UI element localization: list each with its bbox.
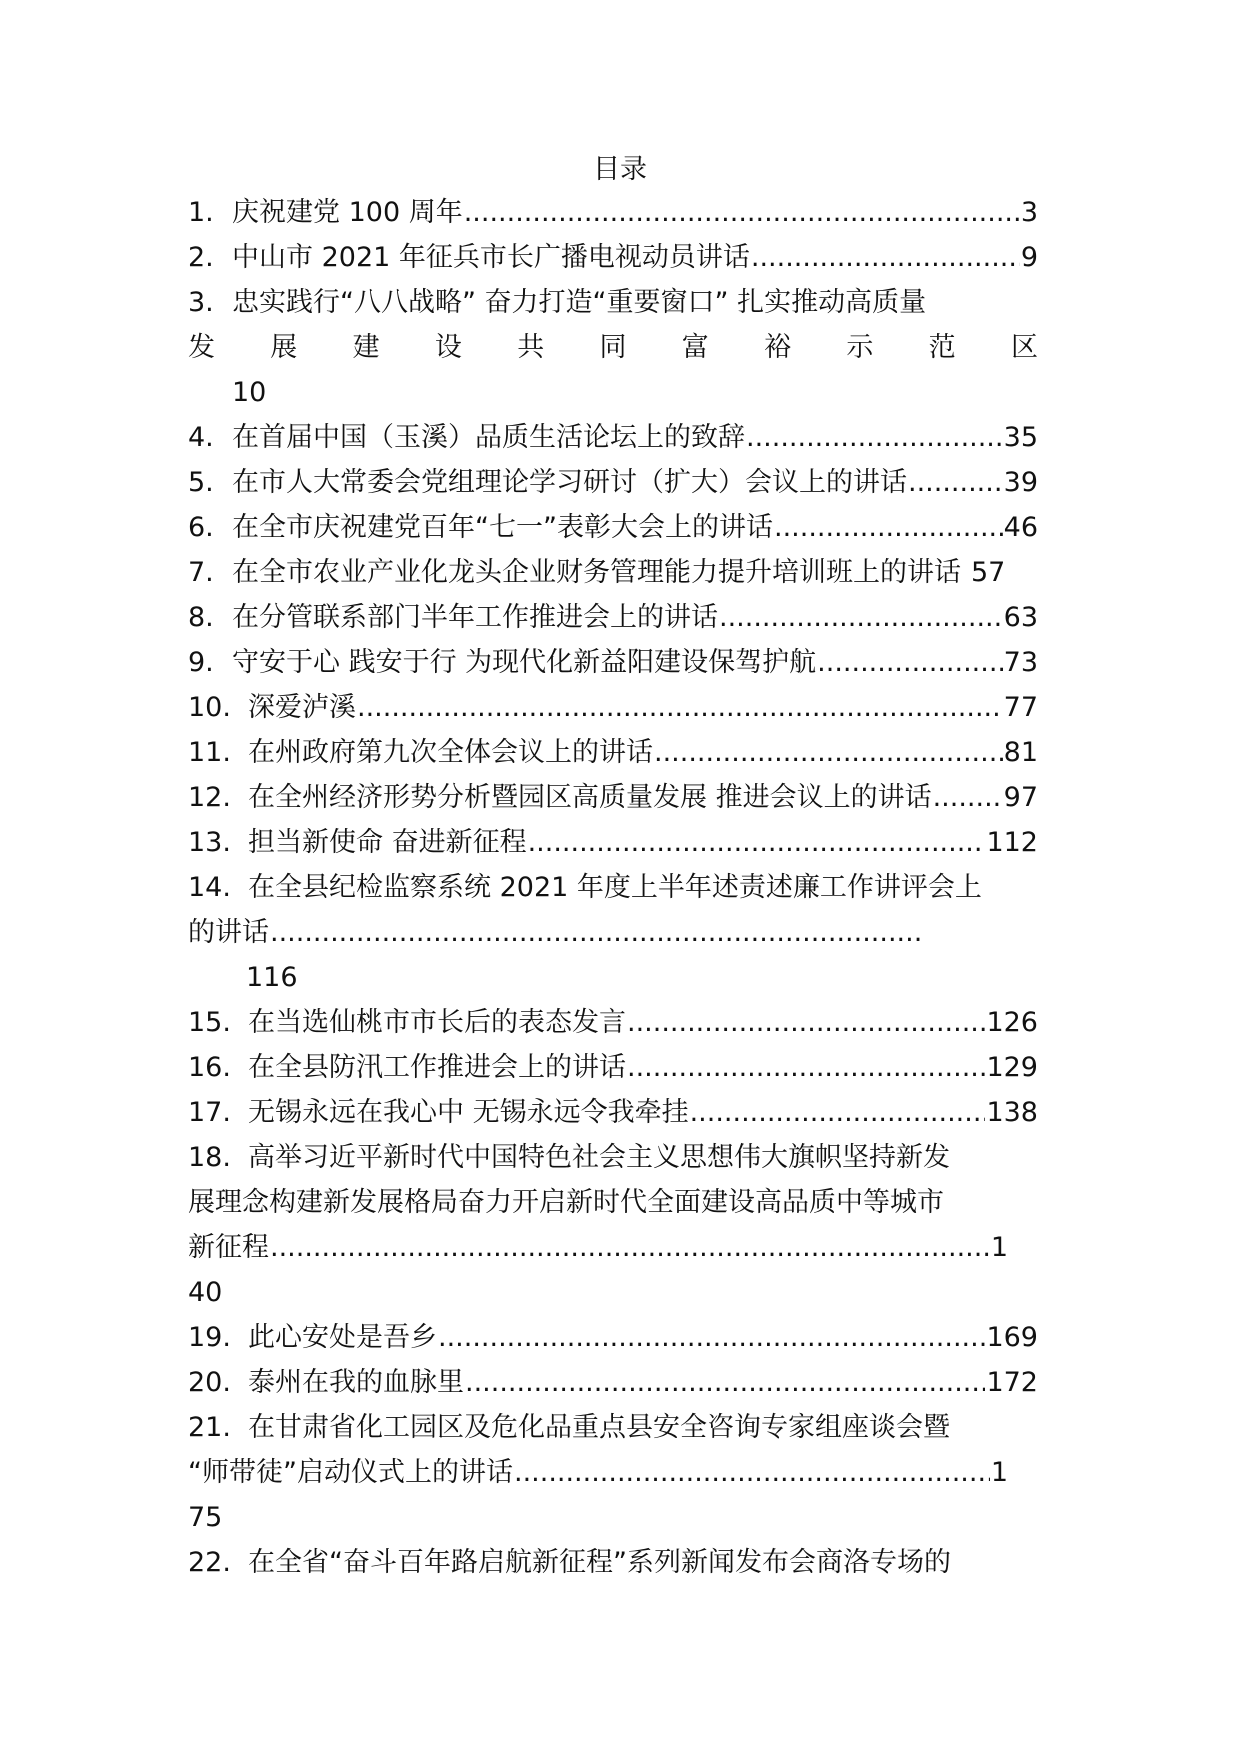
entry-page: 97 [1003,782,1038,813]
toc-entry-15[interactable] [188,1000,1038,1045]
dot-leader [774,505,1003,550]
entry-title: 守安于心 践安于行 为现代化新益阳建设保驾护航 [232,647,817,678]
entry-number: 7. [188,557,214,588]
dot-leader [751,235,1020,280]
entry-number: 10. [188,692,231,723]
entry-page: 63 [1003,602,1038,633]
entry-title-line1: 在全县纪检监察系统 2021 年度上半年述责述廉工作讲评会上 [248,872,982,903]
entry-page-part1: 1 [990,1232,1008,1263]
entry-page: 10 [232,377,267,408]
entry-title: 在全市庆祝建党百年“七一”表彰大会上的讲话 [232,512,773,543]
toc-entry-14[interactable] [188,865,1038,1000]
title-char: 发 [188,332,215,363]
toc-entry-6[interactable] [188,505,1038,550]
entry-title: 在当选仙桃市市长后的表态发言 [248,1007,626,1038]
entry-title: 在分管联系部门半年工作推进会上的讲话 [232,602,718,633]
dot-leader [719,595,1003,640]
title-char: 设 [434,332,462,363]
dot-leader [627,1000,985,1045]
entry-title: 担当新使命 奋进新征程 [248,827,527,858]
title-char: 区 [1010,332,1038,363]
dot-leader [746,415,1003,460]
entry-number: 16. [188,1052,231,1083]
title-char: 展 [270,332,298,363]
dot-leader [654,730,1003,775]
title-char: 裕 [764,332,792,363]
entry-title: 泰州在我的血脉里 [248,1367,464,1398]
entry-number: 13. [188,827,231,858]
toc-entry-8[interactable] [188,595,1038,640]
toc-entry-10[interactable] [188,685,1038,730]
entry-page: 138 [986,1097,1038,1128]
entry-title-line2: “师带徒”启动仪式上的讲话 [188,1457,513,1488]
entry-page: 57 [971,557,1006,588]
toc-entry-18[interactable] [188,1135,1038,1315]
entry-number: 8. [188,602,214,633]
toc-entry-11[interactable] [188,730,1038,775]
entry-title-line2 [188,325,1038,370]
entry-number: 22. [188,1547,231,1578]
entry-number: 6. [188,512,214,543]
entry-number: 9. [188,647,214,678]
toc-entry-2[interactable] [188,235,1038,280]
entry-page: 35 [1003,422,1038,453]
title-char: 范 [928,332,956,363]
title-char: 共 [517,332,545,363]
toc-entry-17[interactable] [188,1090,1038,1135]
toc-entry-4[interactable] [188,415,1038,460]
table-of-contents [188,190,1038,1585]
toc-entry-19[interactable] [188,1315,1038,1360]
dot-leader [817,640,1002,685]
toc-entry-21[interactable] [188,1405,1038,1540]
toc-entry-16[interactable] [188,1045,1038,1090]
title-char: 同 [599,332,627,363]
entry-title-line1: 在甘肃省化工园区及危化品重点县安全咨询专家组座谈会暨 [248,1412,950,1443]
toc-entry-20[interactable] [188,1360,1038,1405]
entry-title: 此心安处是吾乡 [248,1322,437,1353]
dot-leader [690,1090,986,1135]
toc-entry-1[interactable] [188,190,1038,235]
entry-number: 14. [188,872,231,903]
entry-page: 9 [1020,242,1038,273]
entry-page: 3 [1020,197,1038,228]
entry-title-line1: 高举习近平新时代中国特色社会主义思想伟大旗帜坚持新发 [248,1142,950,1173]
toc-entry-22[interactable] [188,1540,1038,1585]
toc-entry-13[interactable] [188,820,1038,865]
dot-leader [465,1360,985,1405]
dot-leader [438,1315,985,1360]
entry-page: 81 [1003,737,1038,768]
entry-title: 深爱泸溪 [248,692,356,723]
entry-number: 18. [188,1142,231,1173]
entry-title-line2: 的讲话 [188,917,269,948]
entry-title: 在首届中国（玉溪）品质生活论坛上的致辞 [232,422,745,453]
toc-entry-3[interactable] [188,280,1038,415]
entry-page: 77 [1003,692,1038,723]
entry-number: 5. [188,467,214,498]
toc-entry-7[interactable] [188,550,1038,595]
dot-leader [908,460,1003,505]
dot-leader [464,190,1020,235]
entry-number: 12. [188,782,231,813]
entry-title: 在全市农业产业化龙头企业财务管理能力提升培训班上的讲话 [232,557,961,588]
dot-leader [270,910,922,955]
dot-leader [514,1450,990,1495]
entry-page: 73 [1003,647,1038,678]
entry-page: 39 [1003,467,1038,498]
entry-title-line3: 新征程 [188,1232,269,1263]
entry-page-part1: 1 [990,1457,1008,1488]
entry-page: 169 [986,1322,1038,1353]
entry-page: 46 [1003,512,1038,543]
entry-page: 172 [986,1367,1038,1398]
entry-title: 中山市 2021 年征兵市长广播电视动员讲话 [232,242,750,273]
entry-number: 20. [188,1367,231,1398]
toc-entry-12[interactable] [188,775,1038,820]
entry-number: 19. [188,1322,231,1353]
entry-number: 11. [188,737,231,768]
entry-number: 17. [188,1097,231,1128]
dot-leader [933,775,1003,820]
entry-title: 庆祝建党 100 周年 [232,197,463,228]
entry-number: 3. [188,287,214,318]
entry-number: 1. [188,197,214,228]
dot-leader [528,820,986,865]
dot-leader [627,1045,985,1090]
toc-entry-9[interactable] [188,640,1038,685]
title-char: 建 [352,332,380,363]
title-char: 示 [846,332,874,363]
dot-leader [357,685,1003,730]
entry-title: 在州政府第九次全体会议上的讲话 [248,737,653,768]
entry-number: 2. [188,242,214,273]
toc-entry-5[interactable] [188,460,1038,505]
entry-title-line1: 忠实践行“八八战略” 奋力打造“重要窗口” 扎实推动高质量 [232,287,927,318]
entry-number: 15. [188,1007,231,1038]
entry-page: 126 [986,1007,1038,1038]
entry-title: 在全县防汛工作推进会上的讲话 [248,1052,626,1083]
entry-title: 无锡永远在我心中 无锡永远令我牵挂 [248,1097,689,1128]
dot-leader [270,1225,990,1270]
entry-title: 在市人大常委会党组理论学习研讨（扩大）会议上的讲话 [232,467,907,498]
entry-page: 116 [246,962,298,993]
entry-title: 在全州经济形势分析暨园区高质量发展 推进会议上的讲话 [248,782,932,813]
entry-page-part2: 75 [188,1502,223,1533]
entry-page: 129 [986,1052,1038,1083]
entry-page-part2: 40 [188,1277,223,1308]
entry-page: 112 [986,827,1038,858]
entry-title-line2: 展理念构建新发展格局奋力开启新时代全面建设高品质中等城市 [188,1187,944,1218]
title-char: 富 [681,332,709,363]
entry-title-line1: 在全省“奋斗百年路启航新征程”系列新闻发布会商洛专场的 [248,1547,951,1578]
entry-number: 21. [188,1412,231,1443]
toc-title: 目录 [593,154,647,185]
entry-number: 4. [188,422,214,453]
